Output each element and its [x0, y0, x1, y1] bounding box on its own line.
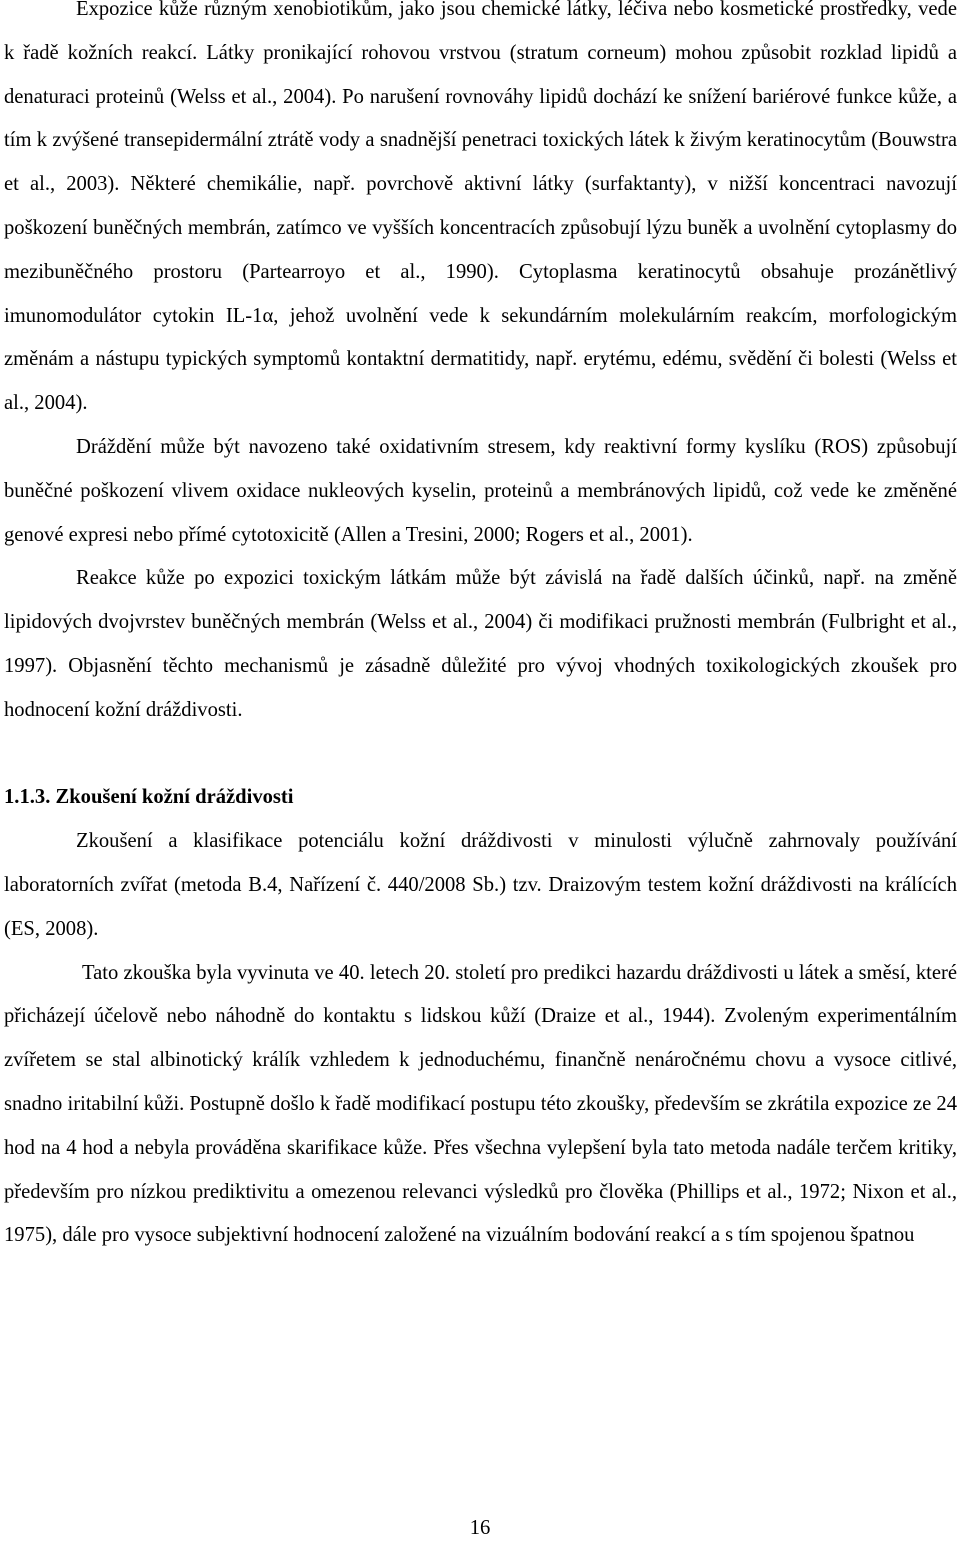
paragraph-tato-zkouska: Tato zkouška byla vyvinuta ve 40. letech 20. století pro predikci hazardu dráždivosti u látek a směsí, které přicházejí účelově nebo náhodně do kontaktu s lidskou kůží (Draize et al., 1944). Zvoleným experimentálním zvířetem se stal albinotický králík vzhledem k jednoduchému, finančně nenáročnému chovu a vysoce citlivé, snadno iritabilní kůži. Postupně došlo k řadě modifikací postupu této zkoušky, především se zkrátila expozice ze 24 hod na 4 hod a nebyla prováděna skarifikace kůže. Přes všechna vylepšení byla tato metoda nadále terčem kritiky, především pro nízkou prediktivitu a omezenou relevanci výsledků pro člověka (Phillips et al., 1972; Nixon et al., 1975), dále pro vysoce subjektivní hodnocení založené na vizuálním bodování reakcí a s tím spojenou špatnou: [4, 961, 957, 1247]
paragraph-drazdeni: Dráždění může být navozeno také oxidativním stresem, kdy reaktivní formy kyslíku (ROS) způsobují buněčné poškození vlivem oxidace nukleových kyselin, proteinů a membránových lipidů, což vede ke změněné genové expresi nebo přímé cytotoxicitě (Allen a Tresini, 2000; Rogers et al., 2001).: [4, 435, 957, 546]
paragraph-zkouseni: Zkoušení a klasifikace potenciálu kožní dráždivosti v minulosti výlučně zahrnovaly používání laboratorních zvířat (metoda B.4, Nařízení č. 440/2008 Sb.) tzv. Draizovým testem kožní dráždivosti na králících (ES, 2008).: [4, 830, 957, 940]
spacer: [4, 733, 957, 777]
paragraph-expozice: Expozice kůže různým xenobiotikům, jako jsou chemické látky, léčiva nebo kosmetické prostředky, vede k řadě kožních reakcí. Látky pronikající rohovou vrstvou (stratum corneum) mohou způsobit rozklad lipidů a denaturaci proteinů (Welss et al., 2004). Po narušení rovnováhy lipidů dochází ke snížení bariérové funkce kůže, a tím k zvýšené transepidermální ztrátě vody a snadnější penetraci toxických látek k živým keratinocytům (Bouwstra et al., 2003). Některé chemikálie, např. povrchově aktivní látky (surfaktanty), v nižší koncentraci navozují poškození buněčných membrán, zatímco ve vyšších koncentracích způsobují lýzu buněk a uvolnění cytoplasmy do mezibuněčného prostoru (Partearroyo et al., 1990). Cytoplasma keratinocytů obsahuje prozánětlivý imunomodulátor cytokin IL-1α, jehož uvolnění vede k sekundárním molekulárním reakcím, morfologickým změnám a nástupu typických symptomů kontaktní dermatitidy, např. erytému, edému, svědění či bolesti (Welss et al., 2004).: [4, 0, 957, 415]
section-heading: 1.1.3. Zkoušení kožní dráždivosti: [4, 786, 294, 809]
body-text: [4, 0, 957, 1258]
paragraph-reakce: Reakce kůže po expozici toxickým látkám může být závislá na řadě dalších účinků, např. na změně lipidových dvojvrstev buněčných membrán (Welss et al., 2004) či modifikaci pružnosti membrán (Fulbright et al., 1997). Objasnění těchto mechanismů je zásadně důležité pro vývoj vhodných toxikologických zkoušek pro hodnocení kožní dráždivosti.: [4, 567, 957, 721]
page-number: 16: [469, 1517, 491, 1539]
